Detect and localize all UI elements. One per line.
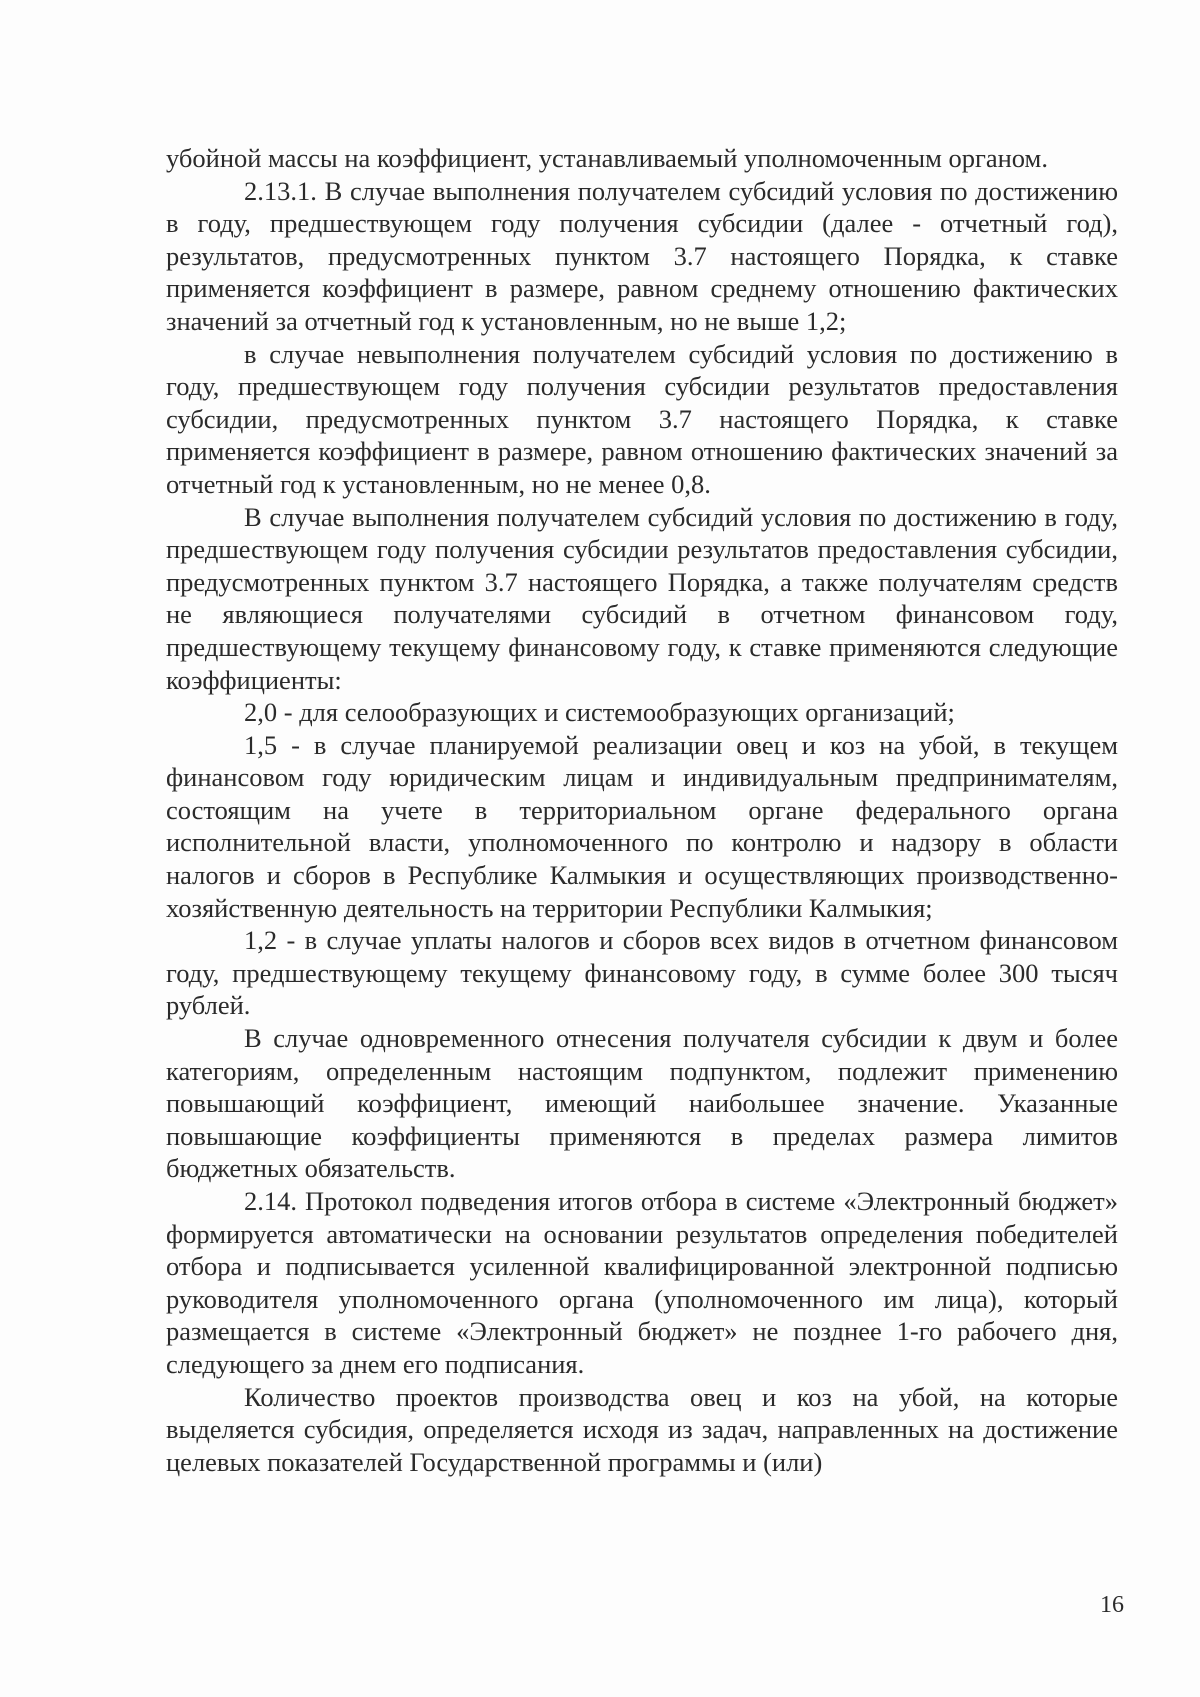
paragraph-4: В случае выполнения получателем субсидий условия по достижению в году, предшествующем году получения субсидии результатов предоставления субсидии, предусмотренных пунктом 3.7 настоящего Порядка, а также получателям средств не являющиеся получателями субсидий в отчетном финансовом году, предшествующему текущему финансовому году, к ставке применяются следующие коэффициенты: xyxy=(166,501,1118,695)
page-number: 16 xyxy=(1100,1592,1124,1618)
paragraph-8: В случае одновременного отнесения получателя субсидии к двум и более категориям, определенным настоящим подпунктом, подлежит применению повышающий коэффициент, имеющий наибольшее значение. Указанные повышающие коэффициенты применяются в пределах размера лимитов бюджетных обязательств. xyxy=(166,1023,1118,1184)
paragraph-5: 2,0 - для селообразующих и системообразующих организаций; xyxy=(244,697,955,728)
paragraph-10: Количество проектов производства овец и коз на убой, на которые выделяется субсидия, определяется исходя из задач, направленных на достижение целевых показателей Государственной программы и (или) xyxy=(166,1381,1118,1477)
paragraph-7: 1,2 - в случае уплаты налогов и сборов всех видов в отчетном финансовом году, предшествующему текущему финансовому году, в сумме более 300 тысяч рублей. xyxy=(166,925,1118,1021)
paragraph-2: 2.13.1. В случае выполнения получателем субсидий условия по достижению в году, предшествующем году получения субсидии (далее - отчетный год), результатов, предусмотренных пунктом 3.7 настоящего Порядка, к ставке применяется коэффициент в размере, равном среднему отношению фактических значений за отчетный год к установленным, но не выше 1,2; xyxy=(166,175,1118,336)
paragraph-3: в случае невыполнения получателем субсидий условия по достижению в году, предшествующем году получения субсидии результатов предоставления субсидии, предусмотренных пунктом 3.7 настоящего Порядка, к ставке применяется коэффициент в размере, равном отношению фактических значений за отчетный год к установленным, но не менее 0,8. xyxy=(166,338,1118,499)
paragraph-9: 2.14. Протокол подведения итогов отбора в системе «Электронный бюджет» формируется автоматически на основании результатов определения победителей отбора и подписывается усиленной квалифицированной электронной подписью руководителя уполномоченного органа (уполномоченного им лица), который размещается в системе «Электронный бюджет» не позднее 1-го рабочего дня, следующего за днем его подписания. xyxy=(166,1186,1118,1379)
document-body xyxy=(166,142,1118,1478)
paragraph-6: 1,5 - в случае планируемой реализации овец и коз на убой, в текущем финансовом году юридическим лицам и индивидуальным предпринимателям, состоящим на учете в территориальном органе федерального органа исполнительной власти, уполномоченного по контролю и надзору в области налогов и сборов в Республике Калмыкия и осуществляющих производственно-хозяйственную деятельность на территории Республики Калмыкия; xyxy=(166,729,1118,923)
paragraph-1: убойной массы на коэффициент, устанавливаемый уполномоченным органом. xyxy=(166,143,1048,173)
